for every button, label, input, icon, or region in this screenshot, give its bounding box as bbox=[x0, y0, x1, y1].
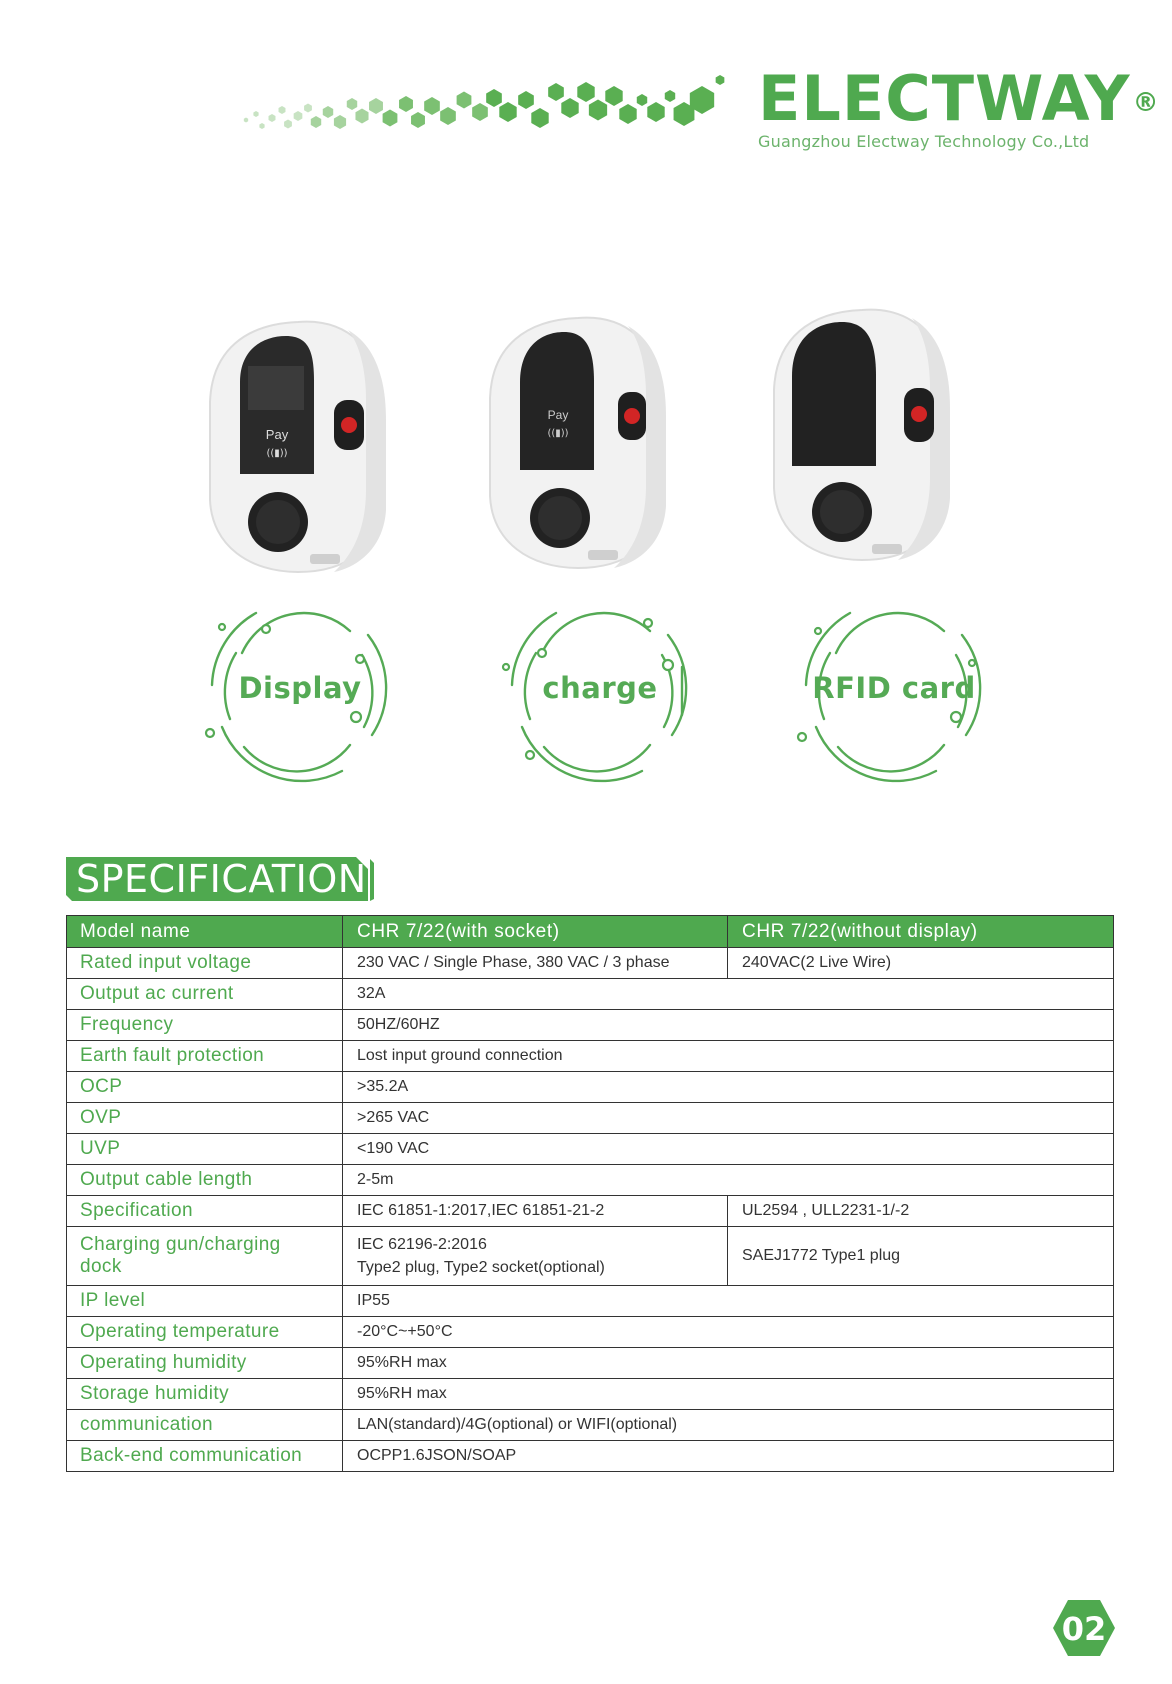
feature-rfid bbox=[794, 595, 994, 790]
header-with-socket: CHR 7/22(with socket) bbox=[343, 916, 728, 948]
product-image-rfid bbox=[762, 298, 962, 568]
table-row bbox=[67, 1196, 1114, 1227]
table-row bbox=[67, 1072, 1114, 1103]
table-row bbox=[67, 1041, 1114, 1072]
screen-pay-text: Pay bbox=[547, 408, 569, 422]
svg-text:((▮)): ((▮)) bbox=[547, 428, 569, 439]
row-value: 230 VAC / Single Phase, 380 VAC / 3 phase bbox=[343, 948, 728, 979]
feature-charge bbox=[500, 595, 700, 790]
row-label: Rated input voltage bbox=[67, 948, 343, 979]
table-row bbox=[67, 1010, 1114, 1041]
screen-pay-text: Pay bbox=[265, 427, 289, 442]
page-number-badge bbox=[1052, 1598, 1116, 1658]
row-value: -20°C~+50°C bbox=[343, 1317, 1114, 1348]
feature-label: Display bbox=[238, 671, 362, 705]
specification-table bbox=[66, 915, 1114, 1472]
table-row bbox=[67, 948, 1114, 979]
row-value: 95%RH max bbox=[343, 1379, 1114, 1410]
brand-logo: ELECTWAY® bbox=[758, 62, 1160, 135]
row-value: OCPP1.6JSON/SOAP bbox=[343, 1441, 1114, 1472]
header-model-name: Model name bbox=[67, 916, 343, 948]
table-row bbox=[67, 1227, 1114, 1286]
product-image-charge bbox=[478, 306, 678, 576]
row-value: >265 VAC bbox=[343, 1103, 1114, 1134]
row-label: IP level bbox=[67, 1286, 343, 1317]
svg-text:((▮)): ((▮)) bbox=[266, 448, 288, 459]
row-value: >35.2A bbox=[343, 1072, 1114, 1103]
row-value: UL2594 , ULL2231-1/-2 bbox=[728, 1196, 1114, 1227]
row-label: OVP bbox=[67, 1103, 343, 1134]
table-row bbox=[67, 1134, 1114, 1165]
row-label: Storage humidity bbox=[67, 1379, 343, 1410]
table-row bbox=[67, 1348, 1114, 1379]
table-row bbox=[67, 979, 1114, 1010]
row-value bbox=[343, 1227, 728, 1286]
row-label: Back-end communication bbox=[67, 1441, 343, 1472]
table-row bbox=[67, 1165, 1114, 1196]
row-label: Specification bbox=[67, 1196, 343, 1227]
row-value: <190 VAC bbox=[343, 1134, 1114, 1165]
header-without-display: CHR 7/22(without display) bbox=[728, 916, 1114, 948]
feature-display bbox=[200, 595, 400, 790]
company-name: Guangzhou Electway Technology Co.,Ltd bbox=[758, 132, 1090, 151]
row-label: communication bbox=[67, 1410, 343, 1441]
row-value: IEC 61851-1:2017,IEC 61851-21-2 bbox=[343, 1196, 728, 1227]
row-label: Output cable length bbox=[67, 1165, 343, 1196]
row-value: LAN(standard)/4G(optional) or WIFI(optional) bbox=[343, 1410, 1114, 1441]
specification-banner bbox=[66, 855, 376, 903]
row-value: 50HZ/60HZ bbox=[343, 1010, 1114, 1041]
row-label: UVP bbox=[67, 1134, 343, 1165]
row-value: 32A bbox=[343, 979, 1114, 1010]
row-label: OCP bbox=[67, 1072, 343, 1103]
table-row bbox=[67, 1103, 1114, 1134]
row-label: Earth fault protection bbox=[67, 1041, 343, 1072]
table-row bbox=[67, 1410, 1114, 1441]
row-label: Operating humidity bbox=[67, 1348, 343, 1379]
table-row bbox=[67, 1317, 1114, 1348]
row-label: Frequency bbox=[67, 1010, 343, 1041]
row-value: IP55 bbox=[343, 1286, 1114, 1317]
hexagon-pattern bbox=[236, 70, 736, 140]
row-value: Lost input ground connection bbox=[343, 1041, 1114, 1072]
feature-label: charge bbox=[542, 671, 658, 705]
table-row bbox=[67, 1286, 1114, 1317]
section-title: SPECIFICATION bbox=[76, 857, 367, 901]
product-image-display bbox=[198, 310, 398, 580]
row-value-line: Type2 plug, Type2 socket(optional) bbox=[357, 1259, 605, 1276]
row-value-line: IEC 62196-2:2016 bbox=[357, 1236, 487, 1253]
brand-block bbox=[758, 64, 1158, 151]
feature-label: RFID card bbox=[812, 671, 976, 705]
table-row bbox=[67, 1441, 1114, 1472]
row-value: 95%RH max bbox=[343, 1348, 1114, 1379]
row-value: SAEJ1772 Type1 plug bbox=[728, 1227, 1114, 1286]
table-row bbox=[67, 1379, 1114, 1410]
page-number: 02 bbox=[1061, 1610, 1107, 1648]
row-label: Output ac current bbox=[67, 979, 343, 1010]
row-label: Charging gun/charging dock bbox=[67, 1227, 343, 1286]
table-header-row bbox=[67, 916, 1114, 948]
row-label: Operating temperature bbox=[67, 1317, 343, 1348]
row-value: 240VAC(2 Live Wire) bbox=[728, 948, 1114, 979]
row-value: 2-5m bbox=[343, 1165, 1114, 1196]
